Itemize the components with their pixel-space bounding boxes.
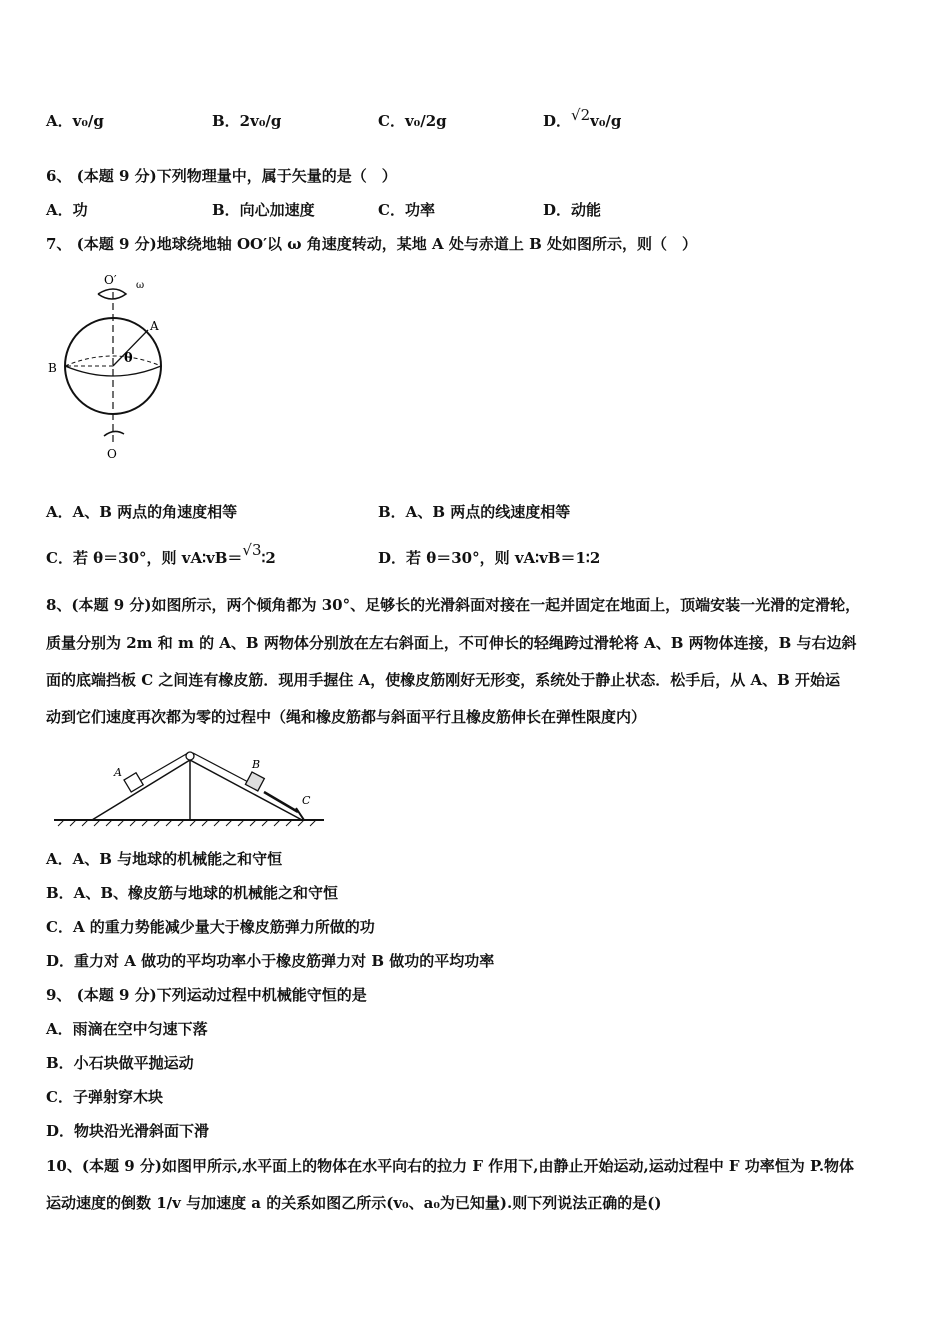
q8-option-d: D．重力对 A 做功的平均功率小于橡皮筋弹力对 B 做功的平均功率 (46, 952, 495, 970)
q6-option-c: C．功率 (378, 201, 435, 219)
rotation-arrow-bottom (104, 431, 124, 436)
q10-stem-line-1: 10、(本题 9 分)如图甲所示,水平面上的物体在水平向右的拉力 F 作用下,由静止开始运动,运动过程中 F 功率恒为 P.物体 (46, 1157, 855, 1175)
q7-option-d: D．若 θ＝30°，则 vA∶vB＝1∶2 (378, 549, 601, 567)
earth-label-theta: θ (124, 351, 133, 366)
earth-figure (44, 268, 184, 468)
q9-option-b: B．小石块做平抛运动 (46, 1054, 194, 1072)
rope-right (193, 753, 252, 784)
earth-label-top: O′ (104, 273, 117, 287)
q9-option-d: D．物块沿光滑斜面下滑 (46, 1122, 210, 1140)
block-a (124, 773, 143, 792)
q6-option-d: D．动能 (543, 201, 602, 219)
q7-option-a: A．A、B 两点的角速度相等 (46, 503, 238, 521)
q7-option-c (46, 541, 276, 568)
stopper-c-label: C (302, 794, 311, 807)
earth-label-a: A (150, 319, 159, 333)
right-incline (190, 760, 302, 820)
q5-option-d-suffix: v₀/g (590, 112, 622, 130)
left-incline (92, 760, 190, 820)
q8-option-a: A．A、B 与地球的机械能之和守恒 (46, 850, 283, 868)
q9-option-a: A．雨滴在空中匀速下落 (46, 1020, 208, 1038)
q7-option-c-suffix: ∶2 (261, 549, 276, 567)
q5-option-d-prefix: D． (543, 112, 572, 130)
q5-option-b: B．2v₀/g (212, 112, 282, 130)
q5-option-d-root: √2 (571, 106, 591, 124)
q6-stem: 6、 (本题 9 分)下列物理量中，属于矢量的是（ ） (46, 167, 397, 185)
q7-option-b: B．A、B 两点的线速度相等 (378, 503, 571, 521)
q7-option-c-root: √3 (242, 541, 262, 559)
incline-figure (52, 744, 327, 829)
q8-stem-line-2: 质量分别为 2m 和 m 的 A、B 两物体分别放在左右斜面上，不可伸长的轻绳跨过滑轮将 A、B 两物体连接，B 与右边斜 (46, 634, 857, 652)
q7-option-c-prefix: C．若 θ＝30°，则 vA∶vB＝ (46, 549, 243, 567)
q9-stem: 9、 (本题 9 分)下列运动过程中机械能守恒的是 (46, 986, 367, 1004)
q5-option-d (543, 106, 622, 131)
q10-stem-line-2: 运动速度的倒数 1/v 与加速度 a 的关系如图乙所示(v₀、a₀为已知量).则下列说法正确的是() (46, 1194, 662, 1212)
omega-label: ω (136, 280, 145, 291)
rotation-arrow-top (98, 289, 126, 299)
block-b (245, 772, 264, 791)
block-b-label: B (252, 758, 261, 771)
q6-option-a: A．功 (46, 201, 88, 219)
q8-stem-line-3: 面的底端挡板 C 之间连有橡皮筋．现用手握住 A，使橡皮筋刚好无形变，系统处于静止状态．松手后，从 A、B 开始运 (46, 671, 841, 689)
q8-option-c: C．A 的重力势能减少量大于橡皮筋弹力所做的功 (46, 918, 375, 936)
block-a-label: A (114, 766, 122, 779)
q9-option-c: C．子弹射穿木块 (46, 1088, 163, 1106)
q8-stem-line-1: 8、(本题 9 分)如图所示，两个倾角都为 30°、足够长的光滑斜面对接在一起并固定在地面上，顶端安装一光滑的定滑轮， (46, 596, 861, 614)
q5-option-c: C．v₀/2g (378, 112, 447, 130)
q8-stem-line-4: 动到它们速度再次都为零的过程中（绳和橡皮筋都与斜面平行且橡皮筋伸长在弹性限度内） (46, 708, 647, 726)
q7-stem: 7、 (本题 9 分)地球绕地轴 OO′以 ω 角速度转动，某地 A 处与赤道上 B 处如图所示，则（ ） (46, 235, 697, 253)
q8-option-b: B．A、B、橡皮筋与地球的机械能之和守恒 (46, 884, 338, 902)
earth-label-bottom: O (107, 447, 117, 461)
q6-option-b: B．向心加速度 (212, 201, 315, 219)
rope-left (138, 753, 188, 782)
earth-label-b: B (48, 361, 57, 375)
q5-option-a: A．v₀/g (46, 112, 104, 130)
